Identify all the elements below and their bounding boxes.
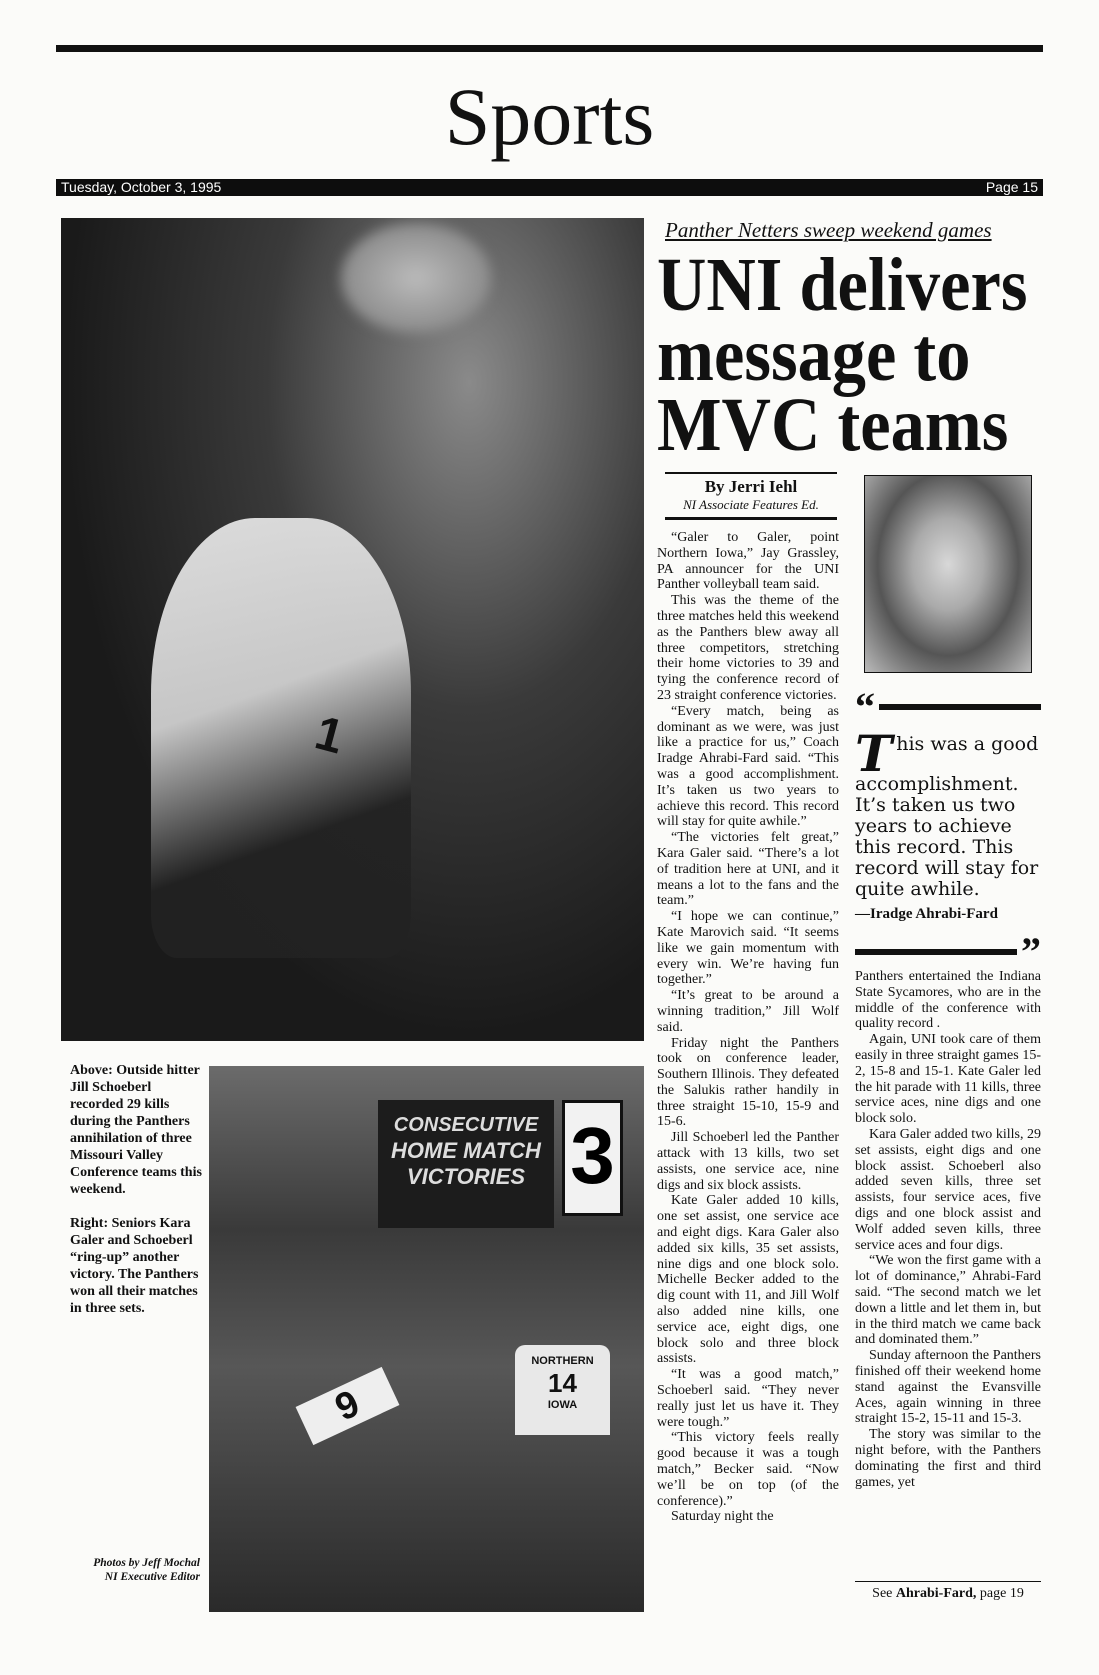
jump-name: Ahrabi-Fard,: [895, 1586, 977, 1601]
paragraph: “It’s great to be around a winning tradition,” Jill Wolf said.: [657, 988, 839, 1035]
banner-line: VICTORIES: [406, 1164, 526, 1189]
jersey-number: 1: [309, 706, 350, 765]
jersey-text: IOWA: [547, 1399, 578, 1411]
paragraph: “Every match, being as dominant as we were, was just like a practice for us,” Coach Iradge Ahrabi-Fard said. “This was a good accomplishment. It’s taken us two years to achieve this record. This record will stay for quite awhile.”: [657, 703, 839, 830]
open-quote-mark: “: [855, 684, 875, 729]
paragraph: Saturday night the: [671, 1509, 774, 1525]
page-number: Page 15: [985, 179, 1038, 195]
banner-line: CONSECUTIVE: [393, 1114, 539, 1136]
caption-right: Right: Seniors Kara Galer and Schoeberl “ring-up” another victory. The Panthers won all their matches in three sets.: [70, 1216, 199, 1316]
paragraph: Kara Galer added two kills, 29 set assists, eight digs and one block assist. Schoeberl also added seven kills, three set assists, four service aces, five digs and one block assist and Wolf added seven kills, three service aces and four digs.: [855, 1126, 1041, 1253]
caption-above: Above: Outside hitter Jill Schoeberl recorded 29 kills during the Panthers annihilation of three Missouri Valley Conference teams this weekend.: [70, 1063, 202, 1197]
section-title: Sports: [444, 71, 655, 162]
byline-title: NI Associate Features Ed.: [683, 497, 819, 512]
jersey-text: NORTHERN: [531, 1355, 594, 1367]
pull-quote: [855, 684, 1041, 974]
paragraph: The story was similar to the night before, with the Panthers dominating the first and third games, yet: [855, 1427, 1041, 1490]
paragraph: Jill Schoeberl led the Panther attack with 13 kills, two set assists, one service ace, nine digs and six block assists.: [657, 1130, 839, 1193]
player-figure: [151, 518, 411, 958]
issue-date: Tuesday, October 3, 1995: [61, 179, 222, 195]
pull-quote-attribution: —Iradge Ahrabi-Fard: [855, 906, 998, 922]
quote-body: his was a good accomplishment. It’s taken us two years to achieve this record. This record will stay for quite awhile.: [855, 733, 1039, 900]
jump-line: [855, 1581, 1041, 1602]
jump-page: page 19: [976, 1586, 1024, 1601]
paragraph: This was the theme of the three matches held this weekend as the Panthers blew away all three competitors, stretching their home victories to 39 and tying the conference record of 23 straight conference victories.: [657, 593, 839, 703]
top-rule: [56, 45, 1043, 52]
paragraph: “It was a good match,” Schoeberl said. “They never really just let us have it. They were tough.”: [657, 1367, 839, 1430]
paragraph: “Galer to Galer, point Northern Iowa,” Jay Grassley, PA announcer for the UNI Panther volleyball team said.: [657, 530, 839, 593]
jump-prefix: See: [872, 1586, 896, 1601]
photo-credit: [70, 1556, 200, 1584]
pull-quote-rule: [855, 949, 1017, 955]
banner-line: HOME MATCH: [391, 1138, 541, 1163]
date-bar: [56, 179, 1043, 196]
photo-caption: [70, 1062, 205, 1334]
byline: [665, 472, 837, 520]
kicker: Panther Netters sweep weekend games: [665, 218, 992, 242]
pull-quote-rule: [879, 704, 1041, 710]
close-quote-mark: ”: [1021, 929, 1041, 974]
paragraph: “The victories felt great,” Kara Galer said. “There’s a lot of tradition here at UNI, and it means a lot to the fans and the team.”: [657, 830, 839, 909]
number-card: 9: [296, 1367, 400, 1445]
drop-cap: T: [855, 724, 893, 783]
headline: UNI delivers message to MVC teams: [657, 243, 1028, 467]
coach-headshot-photo: [864, 475, 1032, 673]
jersey-number: 14: [548, 1368, 577, 1398]
volleyball: [341, 223, 491, 333]
article-column-3-wrapper: [855, 969, 1041, 1602]
paragraph: Panthers entertained the Indiana State Sycamores, who are in the middle of the conference with quality record .: [855, 969, 1041, 1032]
paragraph: Again, UNI took care of them easily in three straight games 15-2, 15-8 and 15-1. Kate Galer led the hit parade with 11 kills, three service aces, nine digs and one block solo.: [855, 1032, 1041, 1127]
pull-quote-text: [855, 724, 1041, 900]
article-column-3: [855, 969, 1041, 1490]
credit-title: NI Executive Editor: [104, 1571, 200, 1583]
paragraph: “This victory feels really good because it was a tough match,” Becker said. “Now we’ll be on top (of the conference).”: [657, 1430, 839, 1509]
paragraph: Kate Galer added 10 kills, one set assist, one service ace and eight digs. Kara Galer also added six kills, 35 set assists, nine digs and one block solo. Michelle Becker added to the dig count with 11, and Jill Wolf also added nine kills, one service ace, eight digs, one block solo and three block assists.: [657, 1193, 839, 1367]
credit-name: Photos by Jeff Mochal: [93, 1557, 200, 1569]
paragraph: “I hope we can continue,” Kate Marovich said. “It seems like we gain momentum with every win. We’re having fun together.”: [657, 909, 839, 988]
player-jersey: [515, 1345, 610, 1435]
victories-banner: [378, 1100, 554, 1228]
number-sign: 3: [562, 1100, 623, 1216]
paragraph: Sunday afternoon the Panthers finished off their weekend home stand against the Evansville Aces, again winning in three straight 15-2, 15-11 and 15-3.: [855, 1348, 1041, 1427]
article-column-2: [657, 530, 839, 1525]
byline-name: By Jerri Iehl: [704, 477, 798, 496]
paragraph: Friday night the Panthers took on conference leader, Southern Illinois. They defeated the Salukis rather handily in three straight 15-10, 15-9 and 15-6.: [657, 1035, 839, 1130]
volleyball-spike-photo: [61, 218, 644, 1041]
paragraph: “We won the first game with a lot of dominance,” Ahrabi-Fard said. “The second match we let down a little and let them in, but in the third match we came back and dominated them.”: [855, 1253, 1041, 1348]
